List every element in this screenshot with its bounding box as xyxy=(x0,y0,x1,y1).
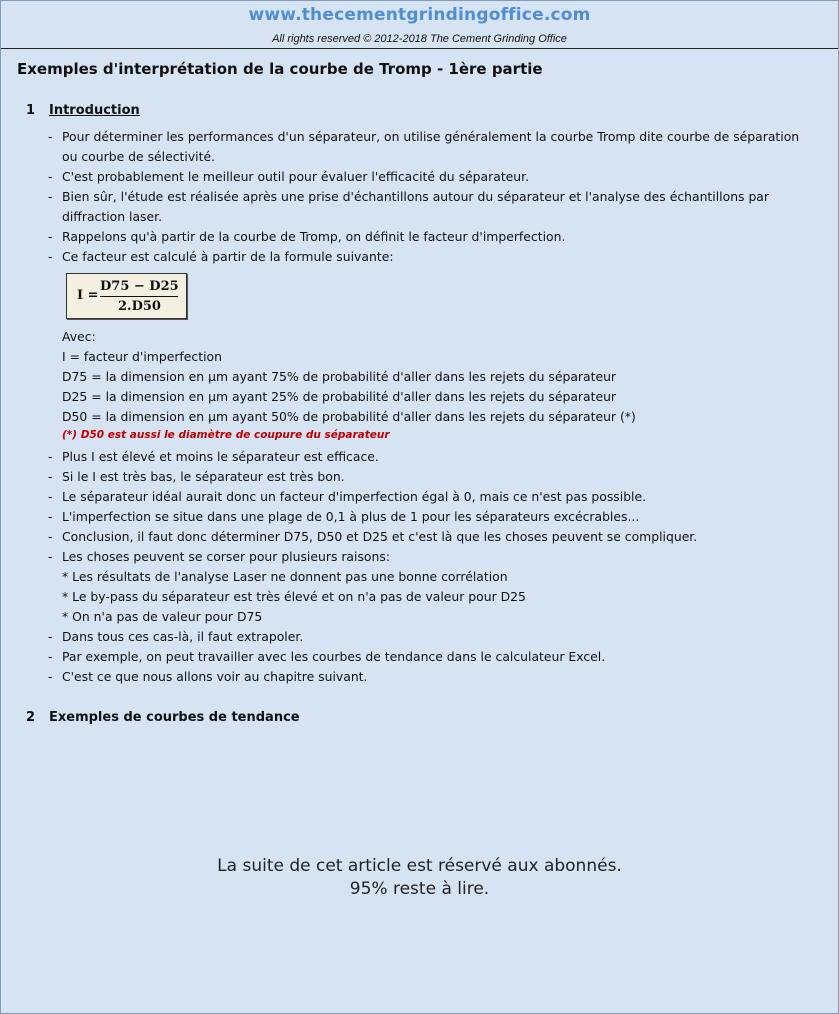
reason-item: * Les résultats de l'analyse Laser ne donnent pas une bonne corrélation xyxy=(62,569,508,584)
paywall-message xyxy=(0,855,839,901)
list-dash: - xyxy=(48,489,53,504)
definition-d75: D75 = la dimension en µm ayant 75% de probabilité d'aller dans les rejets du séparateur xyxy=(62,369,617,384)
formula-lhs: I = xyxy=(77,288,99,303)
list-dash: - xyxy=(48,229,53,244)
list-item: Dans tous ces cas-là, il faut extrapoler. xyxy=(62,629,304,644)
list-item: Pour déterminer les performances d'un séparateur, on utilise généralement la courbe Tromp dite courbe de séparation xyxy=(62,129,800,144)
fraction-bar xyxy=(100,296,178,297)
page-title: Exemples d'interprétation de la courbe de Tromp - 1ère partie xyxy=(17,60,543,78)
paywall-line: La suite de cet article est réservé aux abonnés. xyxy=(217,856,622,876)
reason-item: * On n'a pas de valeur pour D75 xyxy=(62,609,263,624)
list-dash: - xyxy=(48,129,53,144)
list-dash: - xyxy=(48,529,53,544)
list-dash: - xyxy=(48,649,53,664)
section-number: 2 xyxy=(26,710,36,725)
header-divider xyxy=(1,48,838,49)
list-item: C'est probablement le meilleur outil pour évaluer l'efficacité du séparateur. xyxy=(62,169,530,184)
list-item: Les choses peuvent se corser pour plusieurs raisons: xyxy=(62,549,390,564)
list-dash: - xyxy=(48,449,53,464)
list-dash: - xyxy=(48,629,53,644)
list-dash: - xyxy=(48,469,53,484)
reason-item: * Le by-pass du séparateur est très élevé et on n'a pas de valeur pour D25 xyxy=(62,589,526,604)
list-item: Rappelons qu'à partir de la courbe de Tromp, on définit le facteur d'imperfection. xyxy=(62,229,566,244)
list-item-continued: ou courbe de sélectivité. xyxy=(62,149,216,164)
list-dash: - xyxy=(48,549,53,564)
copyright-notice: All rights reserved © 2012-2018 The Cement Grinding Office xyxy=(272,33,567,45)
list-item: Plus I est élevé et moins le séparateur est efficace. xyxy=(62,449,379,464)
section-title: Exemples de courbes de tendance xyxy=(49,710,300,725)
list-item: Bien sûr, l'étude est réalisée après une prise d'échantillons autour du séparateur et l'analyse des échantillons par xyxy=(62,189,769,204)
list-item-continued: diffraction laser. xyxy=(62,209,163,224)
list-dash: - xyxy=(48,669,53,684)
list-dash: - xyxy=(48,249,53,264)
formula-denominator: 2.D50 xyxy=(118,299,161,314)
list-item: Conclusion, il faut donc déterminer D75, D50 et D25 et c'est là que les choses peuvent se compliquer. xyxy=(62,529,698,544)
list-dash: - xyxy=(48,509,53,524)
list-item: Si le I est très bas, le séparateur est très bon. xyxy=(62,469,345,484)
list-item: Le séparateur idéal aurait donc un facteur d'imperfection égal à 0, mais ce n'est pas possible. xyxy=(62,489,647,504)
list-item: C'est ce que nous allons voir au chapitre suivant. xyxy=(62,669,368,684)
list-dash: - xyxy=(48,169,53,184)
definition-d50: D50 = la dimension en µm ayant 50% de probabilité d'aller dans les rejets du séparateur (*) xyxy=(62,409,636,424)
list-dash: - xyxy=(48,189,53,204)
section-number: 1 xyxy=(26,103,36,118)
list-item: Par exemple, on peut travailler avec les courbes de tendance dans le calculateur Excel. xyxy=(62,649,606,664)
list-item: Ce facteur est calculé à partir de la formule suivante: xyxy=(62,249,394,264)
site-url-link[interactable]: www.thecementgrindingoffice.com xyxy=(248,5,591,25)
paywall-remaining: 95% reste à lire. xyxy=(349,879,490,899)
definition-i: I = facteur d'imperfection xyxy=(62,349,222,364)
definition-d25: D25 = la dimension en µm ayant 25% de probabilité d'aller dans les rejets du séparateur xyxy=(62,389,617,404)
section-title: Introduction xyxy=(49,103,140,118)
formula-numerator: D75 − D25 xyxy=(100,279,179,294)
imperfection-formula xyxy=(66,273,187,319)
definitions-heading: Avec: xyxy=(62,329,96,344)
list-item: L'imperfection se situe dans une plage de 0,1 à plus de 1 pour les séparateurs excécrables... xyxy=(62,509,640,524)
d50-note: (*) D50 est aussi le diamètre de coupure du séparateur xyxy=(62,429,390,441)
